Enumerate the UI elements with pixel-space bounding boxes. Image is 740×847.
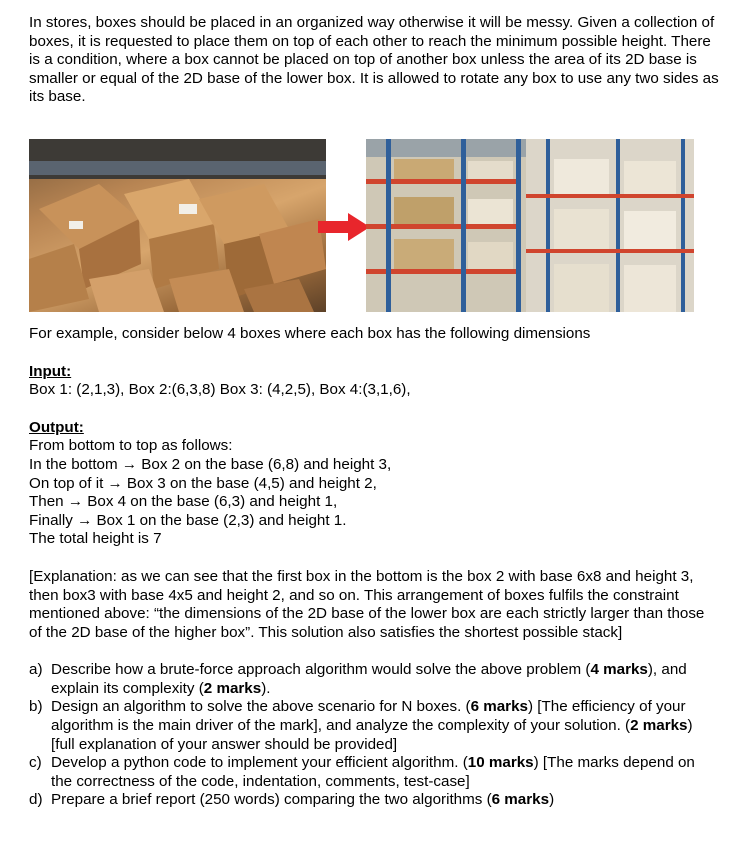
question-text-run: ) [549, 791, 555, 809]
question-text-run: ). [261, 679, 271, 697]
input-heading: Input: [29, 362, 72, 380]
question-text-run: ) [The marks depend on the correctness of the code, indentation, comments, test-case] [51, 754, 695, 790]
question-text [51, 791, 719, 810]
marks-label: 6 marks [491, 791, 550, 809]
question-text-run: Prepare a brief report (250 words) comparing the two algorithms ( [51, 791, 492, 809]
question-letter: b) [29, 698, 43, 716]
output-line: From bottom to top as follows: [29, 437, 233, 455]
marks-label: 6 marks [470, 698, 528, 716]
question-text-run: Develop a python code to implement your efficient algorithm. ( [51, 754, 468, 772]
messy-boxes-photo [29, 139, 326, 312]
right-arrow-icon [318, 213, 370, 241]
question-text-run: Design an algorithm to solve the above scenario for N boxes. ( [51, 698, 471, 716]
input-text: Box 1: (2,1,3), Box 2:(6,3,8) Box 3: (4,2,5), Box 4:(3,1,6), [29, 381, 411, 399]
marks-label: 4 marks [590, 661, 648, 679]
input-section [29, 363, 719, 400]
before-after-figure [29, 139, 719, 325]
question-item [29, 754, 719, 791]
question-letter: d) [29, 791, 43, 809]
question-text [51, 661, 719, 698]
question-list [29, 661, 719, 810]
output-line: In the bottom → Box 2 on the base (6,8) and height 3, [29, 455, 392, 473]
marks-label: 2 marks [203, 679, 262, 697]
question-text-run: ), and explain its complexity ( [51, 661, 687, 697]
question-letter: a) [29, 661, 43, 679]
warehouse-shelves-photo [366, 139, 694, 312]
messy-boxes-illustration [29, 139, 326, 312]
question-item [29, 661, 719, 698]
output-heading: Output: [29, 418, 84, 436]
explanation-paragraph: [Explanation: as we can see that the first box in the bottom is the box 2 with base 6x8 and height 3, then box3 with base 4x5 and height 2, and so on. This arrangement of boxes fulfils the constraint mentioned above: “the dimensions of the 2D base of the lower box are each strictly larger than those of the 2D base of the higher box”. This solution also satisfies the shortest possible stack] [29, 567, 705, 641]
question-item [29, 698, 719, 754]
question-text-run: Describe how a brute-force approach algorithm would solve the above problem ( [51, 661, 591, 679]
output-line: On top of it → Box 3 on the base (4,5) and height 2, [29, 474, 377, 492]
intro-paragraph: In stores, boxes should be placed in an organized way otherwise it will be messy. Given a collection of boxes, it is requested to place them on top of each other to reach the minimum possible height. There is a condition, where a box cannot be placed on top of another box unless the area of its 2D base is smaller or equal of the 2D base of the lower box. It is allowed to rotate any box to use any two sides as its base. [29, 14, 719, 106]
question-text [51, 698, 719, 754]
question-text [51, 754, 719, 791]
question-item [29, 791, 719, 810]
warehouse-shelves-illustration [366, 139, 694, 312]
output-line: Finally → Box 1 on the base (2,3) and height 1. [29, 511, 347, 529]
example-intro: For example, consider below 4 boxes where each box has the following dimensions [29, 324, 591, 342]
question-text-run: ) [The efficiency of your algorithm is the main driver of the mark], and analyze the complexity of your solution. ( [51, 698, 686, 735]
marks-label: 10 marks [467, 754, 534, 772]
question-letter: c) [29, 754, 42, 772]
marks-label: 2 marks [630, 717, 688, 735]
output-line: Then → Box 4 on the base (6,3) and height 1, [29, 493, 338, 511]
document-page [29, 14, 719, 810]
question-text-run: ) [full explanation of your answer should be provided] [51, 717, 693, 753]
output-line: The total height is 7 [29, 530, 162, 548]
output-section [29, 419, 719, 549]
